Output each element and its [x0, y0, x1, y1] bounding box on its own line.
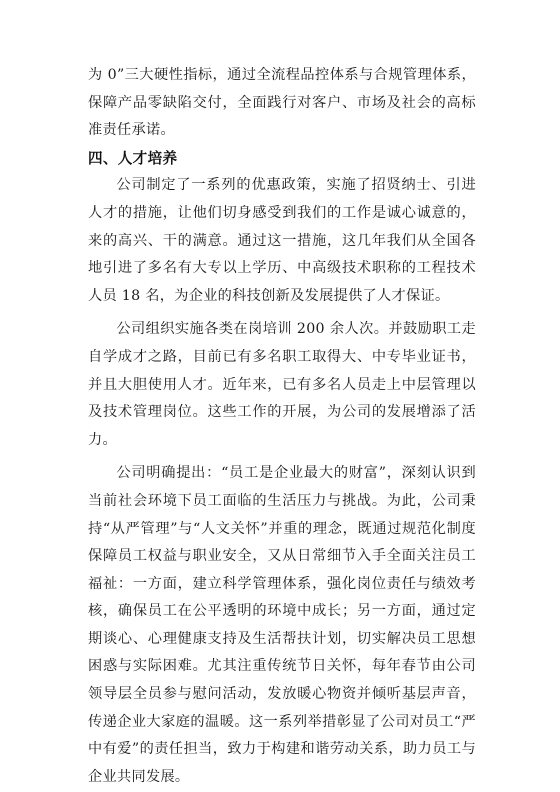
section-heading: 四、人才培养: [88, 149, 178, 167]
paragraph-employee-care: 公司明确提出：“员工是企业最大的财富”，深刻认识到当前社会环境下员工面临的生活压力与挑战。为此，公司秉持“从严管理”与“人文关怀”并重的理念，既通过规范化制度保障员工权益与职业安全，又从日常细节入手全面关注员工福祉：一方面，建立科学管理体系，强化岗位责任与绩效考核，确保员工在公平透明的环境中成长；另一方面，通过定期谈心、心理健康支持及生活帮扶计划，切实解决员工思想困惑与实际困难。尤其注重传统节日关怀，每年春节由公司领导层全员参与慰问活动，发放暖心物资并倾听基层声音，传递企业大家庭的温暖。这一系列举措彰显了公司对员工“严中有爱”的责任担当，致力于构建和谐劳动关系，助力员工与企业共同发展。: [88, 465, 476, 785]
continued-paragraph: 为 0”三大硬性指标，通过全流程品控体系与合规管理体系，保障产品零缺陷交付，全面践行对客户、市场及社会的高标准责任承诺。: [88, 67, 476, 139]
paragraph-talent-policy: 公司制定了一系列的优惠政策，实施了招贤纳士、引进人才的措施，让他们切身感受到我们的工作是诚心诚意的，来的高兴、干的满意。通过这一措施，这几年我们从全国各地引进了多名有大专以上学历、中高级技术职称的工程技术人员 18 名，为企业的科技创新及发展提供了人才保证。: [88, 177, 476, 304]
paragraph-training: 公司组织实施各类在岗培训 200 余人次。并鼓励职工走自学成才之路，目前已有多名职工取得大、中专毕业证书，并且大胆使用人才。近年来，已有多名人员走上中层管理以及技术管理岗位。这些工作的开展，为公司的发展增添了活力。: [88, 321, 476, 448]
page-content: [88, 62, 476, 791]
